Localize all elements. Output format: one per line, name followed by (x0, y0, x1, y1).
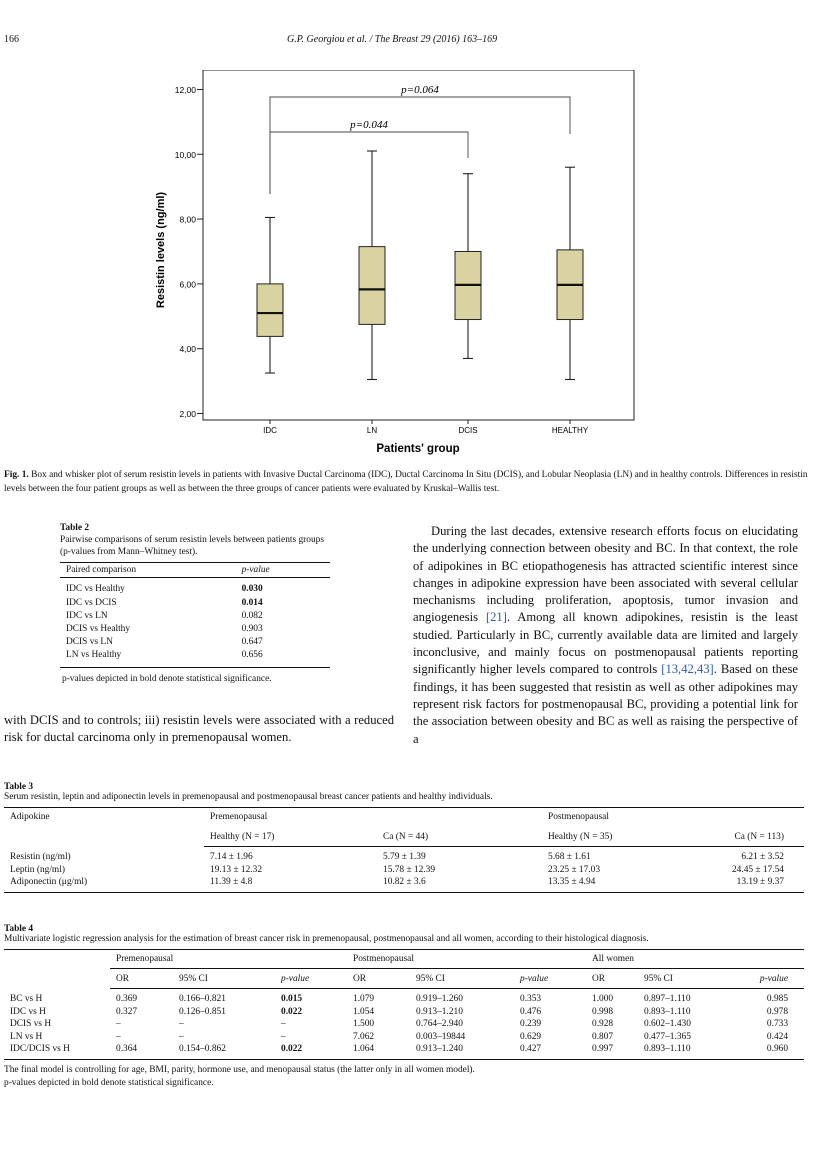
cell-all-p: 0.960 (748, 1043, 804, 1059)
table-row (4, 989, 804, 1006)
table-row (60, 597, 330, 610)
cell-post-or: 1.079 (353, 994, 375, 1004)
cell-post-h: 23.25 ± 17.03 (548, 864, 601, 875)
table-2-grid (60, 562, 330, 667)
table-4-col-post-p: p-value (514, 968, 586, 989)
cell-post-ci: 0.919–1.260 (416, 994, 463, 1004)
cell-name: IDC vs H (10, 1006, 46, 1017)
table-4 (4, 924, 804, 1090)
comparison-cell: IDC vs DCIS (66, 597, 117, 608)
table-4-note-1: The final model is controlling for age, BMI, parity, hormone use, and menopausal status (the latter only in all women model). (4, 1064, 475, 1075)
cell-all-ci: 0.477–1.365 (644, 1031, 691, 1042)
p-value-cell: 0.082 (241, 610, 263, 621)
figure-1-boxplot (150, 70, 635, 460)
cell-name: IDC/DCIS vs H (4, 1043, 110, 1059)
figure-1-caption-text: Box and whisker plot of serum resistin levels in patients with Invasive Ductal Carcinoma (IDC), Ductal Carcinoma In Situ (DCIS), and Lobular Neoplasia (LN) and in healthy controls. Differences in resistin levels between the four patient groups as well as between the three groups of cancer patients were evaluated by Kruskal–Wallis test. (4, 470, 808, 494)
cell-post-h: 5.68 ± 1.61 (548, 852, 591, 862)
cell-pre-or: 0.369 (116, 994, 138, 1004)
table-4-col-post-or: OR (347, 968, 410, 989)
table-3-sub-post-healthy: Healthy (N = 35) (542, 826, 722, 847)
p-value-cell: 0.030 (241, 584, 263, 595)
cell-all-or: 0.807 (592, 1031, 614, 1042)
table-3-sub-pre-healthy: Healthy (N = 17) (204, 826, 377, 847)
cell-pre-h: 11.39 ± 4.8 (204, 876, 377, 892)
cell-post-p: 0.629 (520, 1031, 542, 1042)
cell-post-or: 1.064 (347, 1043, 410, 1059)
cell-all-or: 1.000 (592, 994, 614, 1004)
iqr-box (257, 284, 283, 337)
table-row (60, 578, 330, 597)
table-2-description: Pairwise comparisons of serum resistin levels between patients groups (p-values from Mann–Whitney test). (60, 535, 325, 558)
cell-pre-ci: 0.166–0.821 (179, 994, 226, 1004)
y-tick-label: 2,00 (179, 409, 196, 420)
table-4-note-2: p-values depicted in bold denote statistical significance. (4, 1077, 214, 1088)
cell-pre-or: – (116, 1019, 121, 1029)
table-3-header-blank (4, 826, 204, 847)
table-2-title: Table 2 (60, 523, 90, 533)
table-row (60, 623, 330, 636)
cell-post-p: 0.239 (520, 1019, 542, 1029)
table-row (60, 649, 330, 667)
cell-pre-ca: 5.79 ± 1.39 (383, 852, 426, 862)
paragraph-part-2: . Among all known adipokines, resistin is the least studied. Particularly in BC, currently available data are limited and largely inconclusive, and mainly focus on postmenopausal patients reporting significantly higher levels compared to controls (413, 610, 799, 677)
figure-1-label: Fig. 1. (4, 470, 29, 480)
cell-all-ci: 0.893–1.110 (644, 1006, 691, 1017)
cell-all-or: 0.997 (586, 1043, 638, 1059)
cell-name: Resistin (ng/ml) (10, 851, 71, 862)
plot-frame (203, 70, 634, 420)
cell-pre-h: 7.14 ± 1.96 (210, 852, 253, 862)
cell-pre-p: 0.015 (281, 994, 303, 1004)
cell-name: DCIS vs H (10, 1019, 52, 1029)
table-4-col-pre-p: p-value (275, 968, 347, 989)
cell-post-ca: 6.21 ± 3.52 (741, 852, 784, 862)
table-row (4, 1043, 804, 1059)
reference-link-13-42-43[interactable]: [13,42,43] (661, 662, 714, 677)
cell-name: BC vs H (10, 993, 43, 1004)
table-4-grid (4, 949, 804, 1060)
cell-pre-p: – (281, 1019, 286, 1029)
table-2-body (60, 578, 330, 667)
table-4-body (4, 989, 804, 1060)
cell-pre-ci: 0.154–0.862 (173, 1043, 275, 1059)
y-tick-label: 8,00 (179, 214, 196, 225)
table-3-title: Table 3 (4, 782, 34, 792)
x-axis-title: Patients' group (376, 443, 460, 455)
table-2-note: p-values depicted in bold denote statistical significance. (62, 673, 272, 684)
x-tick-label: IDC (263, 426, 277, 435)
table-4-description: Multivariate logistic regression analysis for the estimation of breast cancer risk in premenopausal, postmenopausal and all women, according to their histological diagnosis. (4, 934, 649, 944)
y-tick-label: 10,00 (174, 149, 196, 160)
cell-post-ca: 24.45 ± 17.54 (731, 864, 784, 875)
cell-all-p: 0.424 (766, 1031, 788, 1042)
table-3-sub-pre-ca: Ca (N = 44) (377, 826, 542, 847)
table-3-group-pre: Premenopausal (204, 808, 542, 826)
table-row (60, 610, 330, 623)
x-tick-label: DCIS (458, 426, 478, 435)
cell-post-ci: 0.913–1.210 (416, 1006, 463, 1017)
x-tick-label: HEALTHY (551, 426, 589, 435)
table-2 (60, 523, 330, 684)
comparison-cell: DCIS vs Healthy (66, 624, 131, 635)
table-row (4, 1006, 804, 1019)
cell-post-p: 0.353 (520, 994, 542, 1004)
p-value-label: p=0.064 (401, 84, 439, 96)
cell-post-p: 0.427 (514, 1043, 586, 1059)
x-axis (263, 420, 589, 435)
table-row (60, 636, 330, 649)
running-citation: G.P. Georgiou et al. / The Breast 29 (2016) 163–169 (287, 34, 498, 45)
page-number: 166 (4, 34, 19, 45)
cell-all-ci: 0.897–1.110 (644, 994, 691, 1004)
cell-pre-ci: – (179, 1019, 184, 1029)
cell-pre-p: – (281, 1031, 286, 1042)
figure-1-caption (4, 469, 808, 496)
table-row (4, 847, 804, 864)
table-2-header-p: p-value (206, 563, 330, 578)
table-4-group-pre: Premenopausal (110, 950, 347, 969)
y-tick-label: 4,00 (179, 344, 196, 355)
cell-post-ci: 0.003–19844 (416, 1031, 466, 1042)
cell-pre-p: 0.022 (281, 1006, 303, 1017)
y-tick-label: 12,00 (174, 84, 196, 95)
p-value-cell: 0.014 (241, 597, 263, 608)
table-3-description: Serum resistin, leptin and adiponectin levels in premenopausal and postmenopausal breast cancer patients and healthy individuals. (4, 792, 493, 802)
cell-post-h: 13.35 ± 4.94 (542, 876, 722, 892)
p-value-cell: 0.647 (241, 637, 263, 648)
cell-post-p: 0.476 (520, 1006, 542, 1017)
cell-all-p: 0.733 (766, 1019, 788, 1029)
cell-all-ci: 0.602–1.430 (644, 1019, 691, 1029)
cell-name: Leptin (ng/ml) (10, 864, 65, 875)
table-row (4, 876, 804, 892)
cell-post-ca: 13.19 ± 9.37 (722, 876, 804, 892)
cell-pre-ci: – (179, 1031, 184, 1042)
reference-link-21[interactable]: [21] (485, 610, 507, 625)
cell-post-ci: 0.764–2.940 (416, 1019, 463, 1029)
y-axis-title: Resistin levels (ng/ml) (155, 191, 167, 309)
y-axis (175, 85, 203, 419)
table-4-header-blank (4, 950, 110, 969)
paragraph-part-1: During the last decades, extensive research efforts focus on elucidating the underlying connection between obesity and BC. In that context, the role of adipokines in BC etiopathogenesis has attracted scientific interest since changes in adipokine expression have been associated with several cellular mechanisms including proliferation, apoptosis, tumor invasion and angiogenesis (413, 524, 798, 625)
cell-pre-or: – (116, 1031, 121, 1042)
table-row (4, 864, 804, 877)
cell-pre-or: 0.327 (116, 1006, 138, 1017)
comparison-cell: LN vs Healthy (60, 649, 206, 667)
cell-pre-h: 19.13 ± 12.32 (210, 864, 263, 875)
cell-all-or: 0.928 (592, 1019, 614, 1029)
comparison-cell: IDC vs Healthy (66, 584, 125, 595)
table-4-col-all-p: p-value (748, 968, 804, 989)
cell-post-or: 1.500 (353, 1019, 375, 1029)
table-4-title: Table 4 (4, 924, 34, 934)
table-row (4, 1018, 804, 1031)
cell-post-or: 1.054 (353, 1006, 375, 1017)
table-3-grid (4, 807, 804, 893)
table-4-group-post: Postmenopausal (347, 950, 586, 969)
comparison-cell: DCIS vs LN (66, 637, 113, 648)
table-4-col-pre-or: OR (110, 968, 173, 989)
table-4-col-all-ci: 95% CI (638, 968, 748, 989)
y-tick-label: 6,00 (179, 279, 196, 290)
cell-post-ci: 0.913–1.240 (410, 1043, 514, 1059)
table-4-col-pre-ci: 95% CI (173, 968, 275, 989)
table-3 (4, 782, 804, 893)
p-value-cell: 0.656 (206, 649, 330, 667)
table-2-header-comparison: Paired comparison (60, 563, 206, 578)
p-value-cell: 0.903 (241, 624, 263, 635)
comparison-cell: IDC vs LN (66, 610, 108, 621)
iqr-box (359, 247, 385, 325)
table-4-col-post-ci: 95% CI (410, 968, 514, 989)
cell-all-p: 0.978 (766, 1006, 788, 1017)
table-4-col-all-or: OR (586, 968, 638, 989)
cell-pre-ca: 15.78 ± 12.39 (383, 864, 436, 875)
cell-name: Adiponectin (μg/ml) (4, 876, 204, 892)
cell-pre-ci: 0.126–0.851 (179, 1006, 226, 1017)
cell-pre-ca: 10.82 ± 3.6 (377, 876, 542, 892)
x-tick-label: LN (366, 426, 378, 435)
left-column-paragraph: with DCIS and to controls; iii) resistin levels were associated with a reduced risk for ductal carcinoma only in premenopausal women. (4, 713, 394, 744)
paragraph-part-3: . Based on these findings, it has been suggested that resistin as well as other adipokines may represent risk factors for postmenopausal BC, providing a potential link for the association between obesity and BC as well as raising the perspective of a (413, 662, 798, 746)
cell-pre-or: 0.364 (110, 1043, 173, 1059)
table-3-body (4, 847, 804, 893)
cell-all-p: 0.985 (766, 994, 788, 1004)
cell-all-or: 0.998 (592, 1006, 614, 1017)
table-4-group-all: All women (586, 950, 804, 969)
cell-pre-p: 0.022 (275, 1043, 347, 1059)
right-column-paragraph (413, 523, 798, 748)
table-row (4, 1031, 804, 1044)
table-3-header-adipokine: Adipokine (4, 808, 204, 826)
table-3-group-post: Postmenopausal (542, 808, 804, 826)
table-3-sub-post-ca: Ca (N = 113) (722, 826, 804, 847)
cell-name: LN vs H (10, 1031, 43, 1042)
cell-all-ci: 0.893–1.110 (638, 1043, 748, 1059)
table-4-subheader-blank (4, 968, 110, 989)
cell-post-or: 7.062 (353, 1031, 375, 1042)
p-value-label: p=0.044 (350, 119, 388, 131)
